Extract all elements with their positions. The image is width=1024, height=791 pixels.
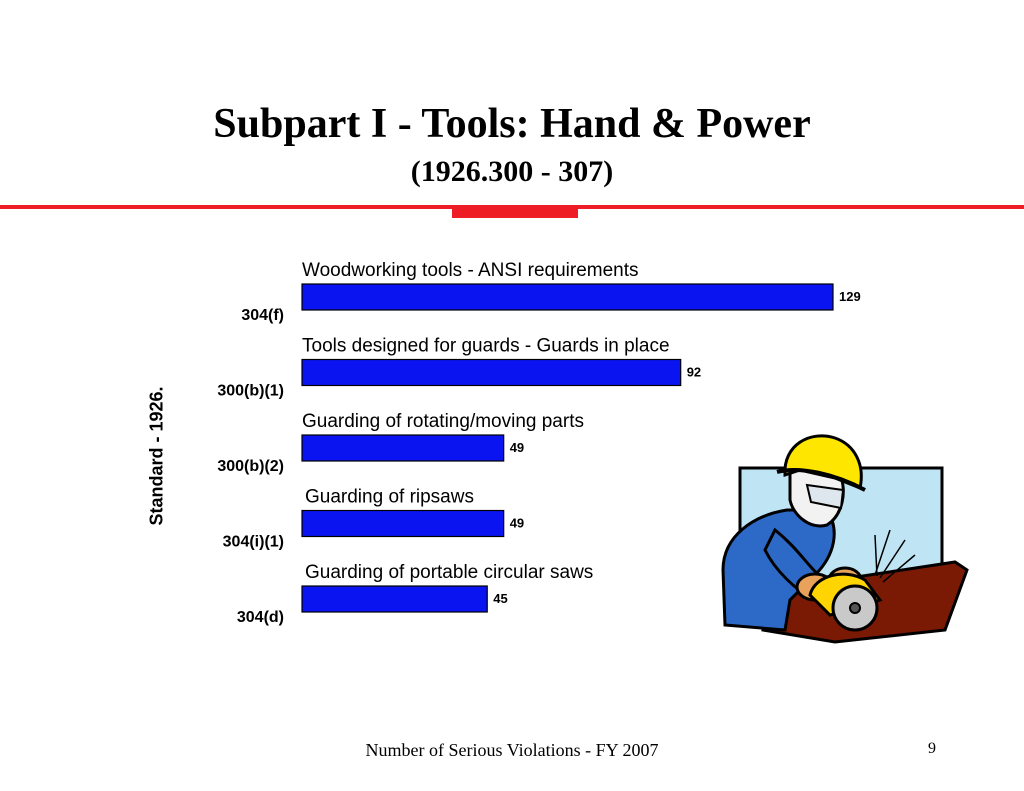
category-tick-label: 300(b)(1) xyxy=(217,382,284,400)
bar-value-label: 92 xyxy=(686,364,702,380)
slide-title: Subpart I - Tools: Hand & Power xyxy=(213,101,811,147)
category-tick-label: 304(f) xyxy=(241,307,284,324)
slide-subtitle: (1926.300 - 307) xyxy=(410,155,614,188)
page-number: 9 xyxy=(928,740,936,757)
bar-value-label: 45 xyxy=(493,591,508,606)
category-tick-label: 304(i)(1) xyxy=(222,533,284,551)
bar-description: Guarding of rotating/moving parts xyxy=(302,411,584,432)
bar-value-label: 49 xyxy=(509,440,525,455)
slide-footer: Number of Serious Violations - FY 2007 xyxy=(365,740,659,760)
category-tick-label: 300(b)(2) xyxy=(217,458,284,475)
bar xyxy=(302,586,487,612)
category-tick-label: 304(d) xyxy=(236,609,284,626)
bar xyxy=(302,284,833,310)
bar-description: Tools designed for guards - Guards in place xyxy=(302,335,670,357)
bar-value-label: 49 xyxy=(509,515,525,531)
bar xyxy=(302,360,681,386)
bar-description: Guarding of portable circular saws xyxy=(305,562,594,583)
bar xyxy=(302,511,504,537)
worker-with-circular-saw-icon xyxy=(715,430,975,645)
bar xyxy=(302,435,504,461)
y-axis-label: Standard - 1926. xyxy=(146,386,167,526)
bar-description: Woodworking tools - ANSI requirements xyxy=(302,260,639,281)
bar-value-label: 129 xyxy=(839,289,861,304)
bar-description: Guarding of ripsaws xyxy=(305,486,474,508)
